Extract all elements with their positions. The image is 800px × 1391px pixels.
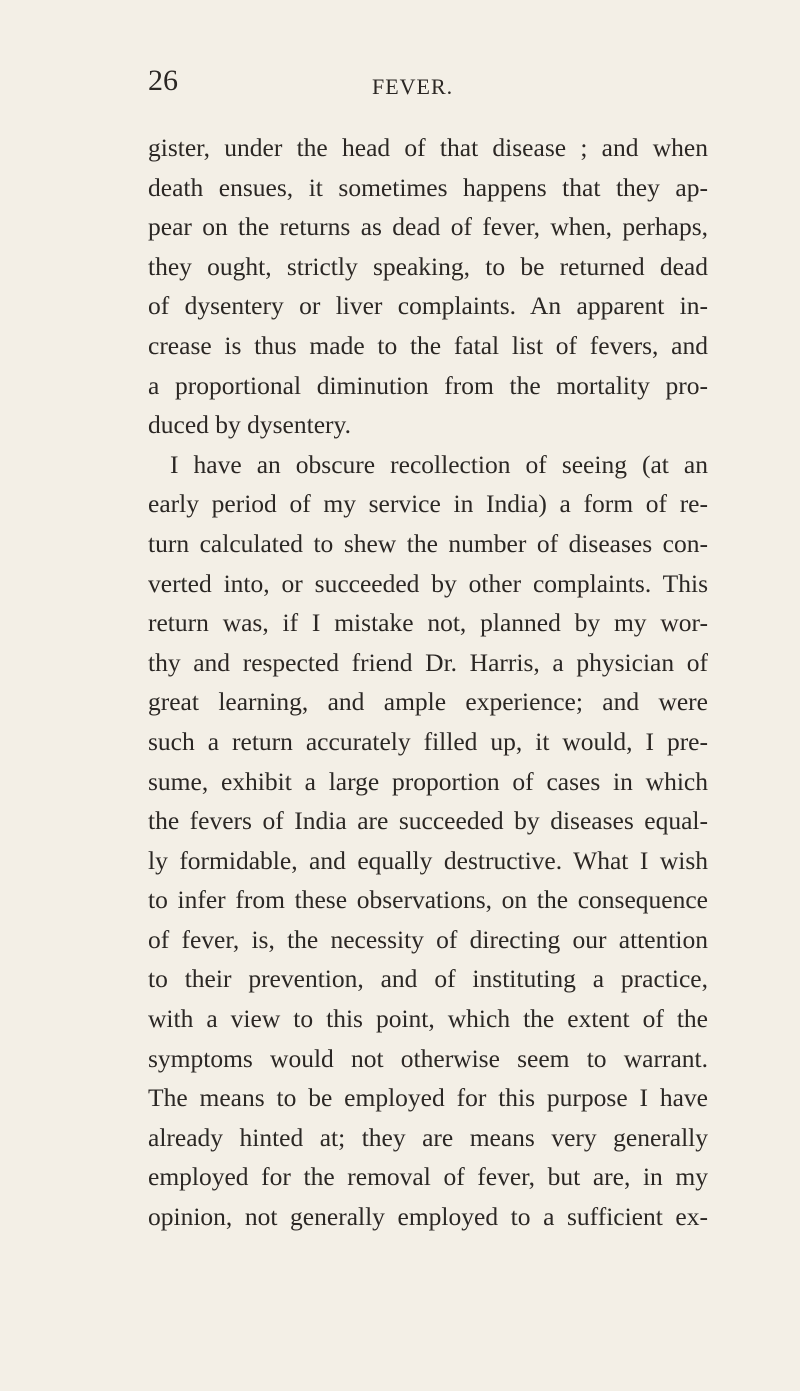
text-line: ly formidable, and equally destructive. What I wish [148,845,708,875]
text-line: sume, exhibit a large proportion of cases in which [148,766,708,796]
text-line: pear on the returns as dead of fever, when, perhaps, [148,212,708,242]
text-line: early period of my service in India) a form of re- [148,489,708,519]
page-number: 26 [148,64,178,97]
paragraph-end-line: duced by dysentery. [148,410,351,440]
text-line: crease is thus made to the fatal list of fevers, and [148,330,708,360]
text-line: symptoms would not otherwise seem to warrant. [148,1043,708,1073]
paragraph-start-line: I have an obscure recollection of seeing (at an [170,449,708,479]
text-line: they ought, strictly speaking, to be returned dead [148,251,708,281]
text-line: thy and respected friend Dr. Harris, a physician of [148,647,708,677]
text-line: death ensues, it sometimes happens that they ap- [148,172,708,202]
body-text [148,128,708,1237]
text-line: great learning, and ample experience; and were [148,687,708,717]
text-line: such a return accurately filled up, it would, I pre- [148,726,708,756]
running-title: FEVER. [372,74,454,99]
text-line: return was, if I mistake not, planned by my wor- [148,608,708,638]
text-line: the fevers of India are succeeded by diseases equal- [148,806,708,836]
text-line: employed for the removal of fever, but are, in my [148,1162,708,1192]
text-line: to infer from these observations, on the consequence [148,885,708,915]
text-line: gister, under the head of that disease ; and when [148,133,708,162]
text-line: The means to be employed for this purpose I have [148,1083,708,1113]
text-line: with a view to this point, which the extent of the [148,1004,708,1034]
text-line: to their prevention, and of instituting a practice, [148,964,708,994]
text-line: verted into, or succeeded by other complaints. This [148,568,708,598]
text-line: opinion, not generally employed to a sufficient ex- [148,1202,708,1232]
text-line: a proportional diminution from the mortality pro- [148,370,708,400]
text-line: turn calculated to shew the number of diseases con- [148,528,708,558]
text-line: of fever, is, the necessity of directing our attention [148,924,708,954]
text-line: of dysentery or liver complaints. An apparent in- [148,291,708,321]
text-line: already hinted at; they are means very generally [148,1122,708,1152]
